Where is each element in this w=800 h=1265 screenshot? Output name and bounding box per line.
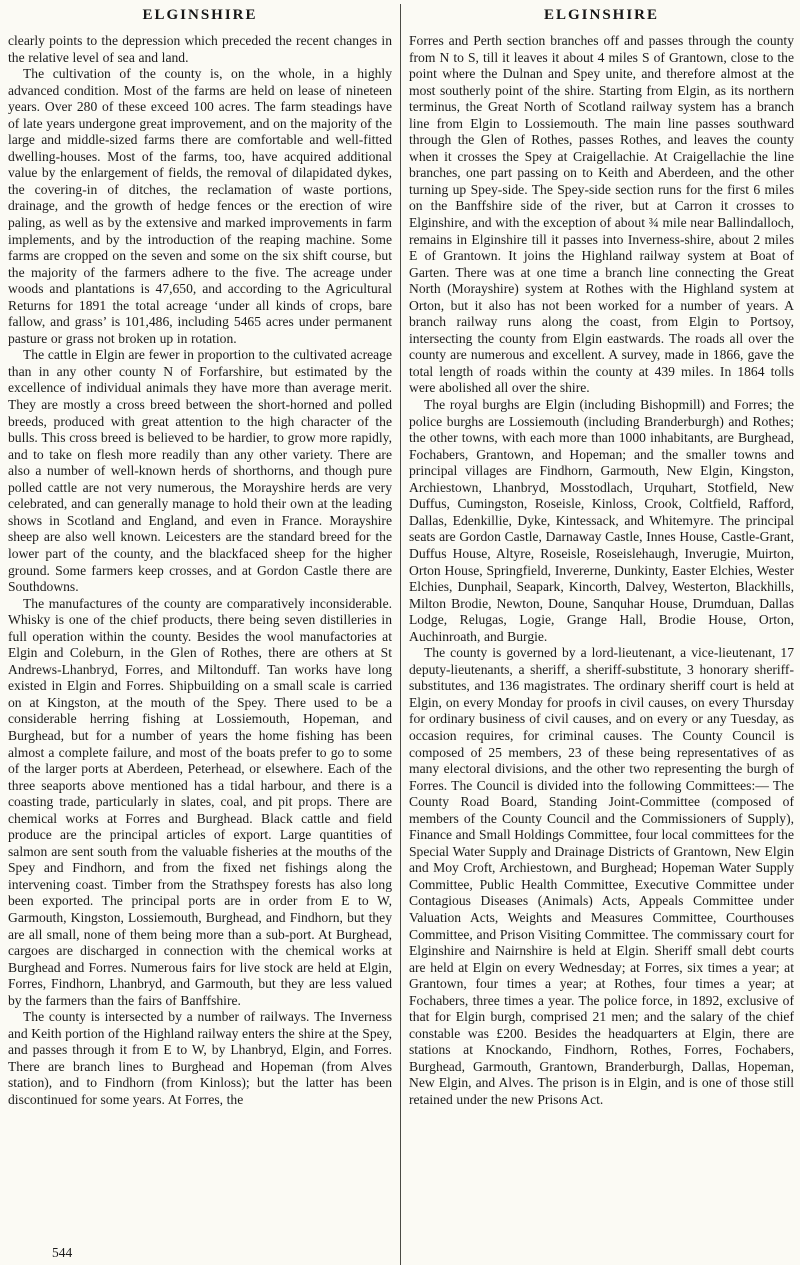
paragraph: The cattle in Elgin are fewer in proportion to the cultivated acreage than in any other county N of Forfarshire, but estimated by the excellence of individual animals they have more than average merit. They are mostly a cross breed between the short-horned and polled breeds, produced with great attention to the high character of the bulls. This cross breed is believed to be hardier, to grow more rapidly, and to take on flesh more readily than any other variety. There are also a number of well-known herds of shorthorns, and though pure polled cattle are not very numerous, the Morayshire herds are very celebrated, and can generally manage to hold their own at the leading shows in Scotland and England, and even in France. Morayshire sheep are also well known. Leicesters are the standard breed for the lower part of the county, and the blackfaced sheep for the higher ground. Some farmers keep crosses, and at Gordon Castle there are Southdowns. bbox=[8, 347, 392, 595]
paragraph: The county is intersected by a number of railways. The Inverness and Keith portion of the Highland railway enters the shire at the Spey, and passes through it from E to W, by Lhanbryd, Elgin, and Forres. There are branch lines to Burghead and Hopeman (from Alves station), and to Findhorn (from Kinloss); but the latter has been discontinued for some years. At Forres, the bbox=[8, 1009, 392, 1107]
running-head-left: ELGINSHIRE bbox=[142, 7, 258, 23]
page-number: 544 bbox=[52, 1245, 73, 1260]
paragraph: The county is governed by a lord-lieutenant, a vice-lieutenant, 17 deputy-lieutenants, a sheriff, a sheriff-substitute, 3 honorary sheriff-substitutes, and 136 magistrates. The ordinary sheriff court is held at Elgin, on every Monday for proofs in civil causes, on every Thursday for ordinary business of civil causes, and on every or any Tuesday, as occasion requires, for criminal causes. The County Council is composed of 25 members, 23 of these being representatives of as many electoral divisions, and the other two representing the burgh of Forres. The Council is divided into the following Committees:— The County Road Board, Standing Joint-Committee (composed of members of the County Council and the Commissioners of Supply), Finance and Small Holdings Committee, four local committees for the Special Water Supply and Drainage Districts of Grantown, New Elgin and Moy Croft, Archiestown, and Burghead; Hopeman Water Supply Committee, Public Health Committee, Executive Committee under Contagious Diseases (Animals) Acts, Appeals Committee under Valuation Acts, Weights and Measures Committee, Courthouses Committee, and Prison Visiting Committee. The commissary court for Elginshire and Nairnshire is held at Elgin. Sheriff small debt courts are held at Elgin on every Wednesday; at Forres, six times a year; at Grantown, four times a year; at Rothes, four times a year; at Fochabers, three times a year. The police force, in 1892, exclusive of that for Elgin burgh, comprised 21 men; and the salary of the chief constable was £200. Besides the headquarters at Elgin, there are stations at Knockando, Findhorn, Rothes, Forres, Fochabers, Burghead, Garmouth, Grantown, Branderburgh, Dallas, Hopeman, New Elgin, and Alves. The prison is in Elgin, and is one of those still retained under the new Prisons Act. bbox=[409, 645, 794, 1107]
paragraph: clearly points to the depression which preceded the recent changes in the relative level of sea and land. bbox=[8, 33, 392, 65]
paragraph: Forres and Perth section branches off and passes through the county from N to S, till it leaves it about 4 miles S of Grantown, close to the point where the Dulnan and Spey unite, and therefore almost at the most southerly point of the shire. Starting from Elgin, as its northern terminus, the Great North of Scotland railway system has a branch line from Elgin to Lossiemouth. The main line passes southward through the Glen of Rothes, passes Rothes, and leaves the county when it crosses the Spey at Craigellachie. At Craigellachie the line branches, one part passing on to Keith and Aberdeen, and the other turning up Spey-side. The Spey-side section runs for the first 6 miles on the Banffshire side of the river, but at Carron it crosses to Elginshire, and with the exception of about ¾ mile near Ballindalloch, remains in Elginshire till it passes into Inverness-shire, about 2 miles E of Grantown. It joins the Highland railway system at Boat of Garten. There was at one time a branch line connecting the Great North (Morayshire) system at Rothes with the Highland system at Orton, but it also has not been worked for a number of years. A branch railway runs along the coast, from Elgin to Portsoy, intersecting the county from Elgin eastwards. The roads all over the county are numerous and excellent. A survey, made in 1866, gave the total length of roads within the county at 439 miles. In 1864 tolls were abolished all over the shire. bbox=[409, 33, 794, 396]
paragraph: The cultivation of the county is, on the whole, in a highly advanced condition. Most of the farms are held on lease of nineteen years. Over 280 of these exceed 100 acres. The farm steadings have of late years undergone great improvement, and on the majority of the large and middle-sized farms there are comfortable and well-fitted dwelling-houses. Most of the farms, too, have acquired additional value by the enlargement of fields, the removal of dilapidated dykes, the covering-in of ditches, the reclamation of waste portions, drainage, and the growth of hedge fences or the erection of wire paling, as well as by the extensive and marked improvements in farm implements, and by the introduction of the reaping machine. Some farms are cropped on the seven and some on the six shift course, but the majority of the farmers adhere to the five. The acreage under woods and plantations is 47,650, and according to the Agricultural Returns for 1891 the total acreage ‘under all kinds of crops, bare fallow, and grass’ is 101,486, including 5465 acres under permanent pasture or grass not broken up in rotation. bbox=[8, 66, 392, 346]
column-right bbox=[401, 4, 794, 1265]
column-left bbox=[8, 4, 401, 1265]
paragraph: The royal burghs are Elgin (including Bishopmill) and Forres; the police burghs are Lossiemouth (including Branderburgh) and Rothes; the other towns, with each more than 1000 inhabitants, are Burghead, Fochabers, Grantown, and Hopeman; and the smaller towns and principal villages are Findhorn, Garmouth, New Elgin, Kingston, Archiestown, Lhanbryd, Mosstodlach, Urquhart, Stotfield, New Duffus, Cumingston, Roseisle, Kinloss, Crook, Coltfield, Rafford, Dallas, Edenkillie, Dyke, Kintessack, and Whitemyre. The principal seats are Gordon Castle, Darnaway Castle, Innes House, Castle-Grant, Duffus House, Altyre, Roseisle, Roseislehaugh, Inverugie, Muirton, Orton House, Springfield, Invererne, Dunkinty, Easter Elchies, Wester Elchies, Dunphail, Seapark, Kincorth, Dalvey, Westerton, Blackhills, Milton Brodie, Newton, Doune, Sanquhar House, Drumduan, Dallas Lodge, Relugas, Logie, Grange Hall, Brodie House, Orton, Auchinroath, and Burgie. bbox=[409, 397, 794, 644]
running-head-right: ELGINSHIRE bbox=[543, 7, 660, 23]
paragraph: The manufactures of the county are comparatively inconsiderable. Whisky is one of the chief products, there being seven distilleries in full operation within the county. Besides the wool manufactories at Elgin and Coleburn, in the Glen of Rothes, there are others at St Andrews-Lhanbryd, Forres, and Miltonduff. Tan works have long existed in Elgin and Forres. Shipbuilding on a small scale is carried on at Kingston, at the mouth of the Spey. There used to be a considerable herring fishing at Lossiemouth, Hopeman, and Burghead, but for a number of years the home fishing has been almost a complete failure, and most of the boats prefer to go to some of the larger ports at Aberdeen, Peterhead, or elsewhere. Each of the three seaports above mentioned has a tidal harbour, and there is a coasting trade, particularly in slates, coal, and pit props. There are chemical works at Forres and Burghead. Black cattle and field produce are the principal articles of export. Large quantities of salmon are sent south from the valuable fisheries at the mouths of the Spey and Findhorn, and from the fixed net fishings along the intervening coast. Timber from the Strathspey forests has also long been exported. The principal ports are in order from E to W, Garmouth, Kingston, Lossiemouth, Burghead, and Findhorn, but they are all small, none of them being more than a sub-port. At Burghead, cargoes are discharged in connection with the chemical works at Burghead and Forres. Numerous fairs for live stock are held at Elgin, Forres, Findhorn, Lhanbryd, and Garmouth, but they are less valued by the farmers than the fairs of Banffshire. bbox=[8, 595, 392, 1008]
